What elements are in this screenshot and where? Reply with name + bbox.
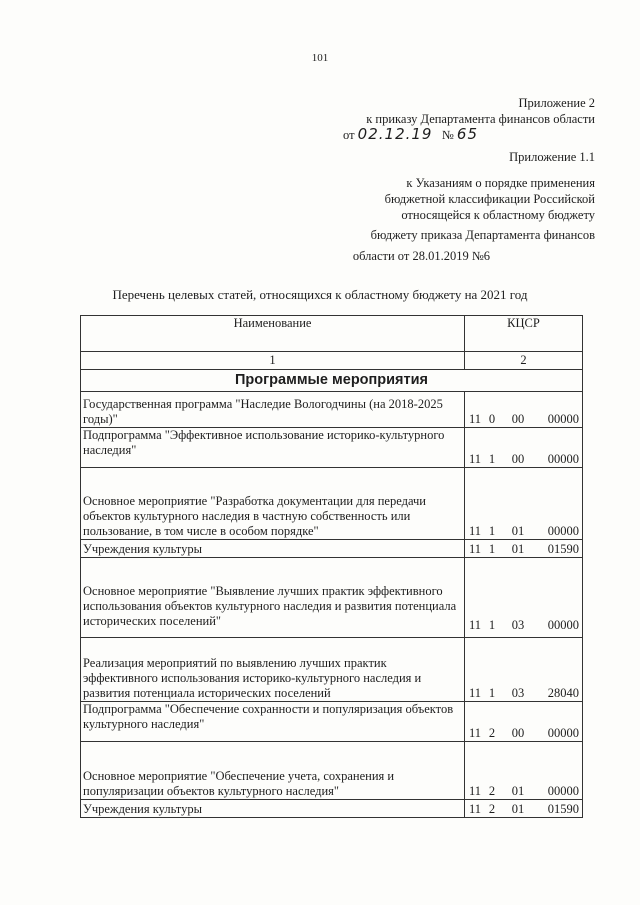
table-row: [81, 428, 583, 468]
table-row: [81, 742, 583, 800]
reference-line: области от 28.01.2019 №6: [352, 249, 490, 263]
row-name: Государственная программа "Наследие Вологодчины (на 2018-2025 годы)": [81, 392, 465, 428]
reference-line: бюджету приказа Департамента финансов: [370, 228, 595, 242]
row-code: [465, 558, 583, 638]
code-part: 00: [511, 412, 525, 426]
number-prefix: №: [441, 128, 454, 142]
appendix-1-1-label: Приложение 1.1: [509, 150, 595, 164]
row-name: Учреждения культуры: [81, 540, 465, 558]
row-name: Основное мероприятие "Разработка документации для передачи объектов культурного наследия в частную собственность или пользование, в том числе в особом порядке": [81, 468, 465, 540]
code-part: 1: [488, 542, 496, 556]
row-name: Подпрограмма "Обеспечение сохранности и популяризация объектов культурного наследия": [81, 702, 465, 742]
code-part: 11: [468, 686, 481, 700]
reference-line: относящейся к областному бюджету: [401, 208, 595, 222]
row-code: [465, 428, 583, 468]
page-number: 101: [311, 52, 329, 64]
code-part: 00000: [547, 524, 579, 538]
date-prefix: от: [342, 128, 355, 142]
code-part: 11: [468, 784, 481, 798]
section-title: Программые мероприятия: [81, 370, 583, 392]
code-part: 1: [488, 524, 496, 538]
code-part: 01: [511, 802, 525, 816]
code-part: 01590: [547, 542, 579, 556]
code-part: 03: [511, 618, 525, 632]
row-code: [465, 742, 583, 800]
document-title: Перечень целевых статей, относящихся к областному бюджету на 2021 год: [112, 287, 528, 302]
column-number-1: 1: [81, 352, 465, 370]
code-part: 28040: [547, 686, 579, 700]
header-code: КЦСР: [465, 316, 583, 352]
handwritten-number: 65: [456, 125, 478, 143]
code-part: 0: [488, 412, 496, 426]
column-number-row: [81, 352, 583, 370]
section-row: [81, 370, 583, 392]
row-name: Подпрограмма "Эффективное использование историко-культурного наследия": [81, 428, 465, 468]
row-name: Основное мероприятие "Обеспечение учета, сохранения и популяризации объектов культурного наследия": [81, 742, 465, 800]
code-part: 03: [511, 686, 525, 700]
row-name: Реализация мероприятий по выявлению лучших практик эффективного использования историко-культурного наследия и развития потенциала исторических поселений: [81, 638, 465, 702]
code-part: 2: [488, 784, 496, 798]
code-part: 01: [511, 542, 525, 556]
order-date-line: [343, 127, 478, 143]
code-part: 1: [488, 452, 496, 466]
code-part: 00: [511, 452, 525, 466]
code-part: 01590: [547, 802, 579, 816]
code-part: 2: [488, 726, 496, 740]
order-line: к приказу Департамента финансов области: [366, 112, 595, 126]
code-part: 11: [468, 726, 481, 740]
row-code: [465, 800, 583, 818]
handwritten-date: 02.12.19: [357, 125, 433, 143]
table-row: [81, 540, 583, 558]
code-part: 1: [488, 686, 496, 700]
code-part: 00000: [547, 452, 579, 466]
row-code: [465, 702, 583, 742]
code-part: 11: [468, 802, 481, 816]
code-part: 00000: [547, 618, 579, 632]
table-row: [81, 392, 583, 428]
code-part: 2: [488, 802, 496, 816]
row-code: [465, 392, 583, 428]
code-part: 11: [468, 452, 481, 466]
row-name: Учреждения культуры: [81, 800, 465, 818]
table-row: [81, 800, 583, 818]
row-name: Основное мероприятие "Выявление лучших практик эффективного использования объектов культурного наследия и развития потенциала исторических поселений": [81, 558, 465, 638]
code-part: 01: [511, 784, 525, 798]
table-header-row: [81, 316, 583, 352]
header-name: Наименование: [81, 316, 465, 352]
reference-line: к Указаниям о порядке применения: [406, 176, 595, 190]
code-part: 11: [468, 618, 481, 632]
targets-table: [80, 315, 583, 818]
code-part: 00000: [547, 412, 579, 426]
table-row: [81, 638, 583, 702]
code-part: 1: [488, 618, 496, 632]
code-part: 01: [511, 524, 525, 538]
table-row: [81, 558, 583, 638]
row-code: [465, 468, 583, 540]
table-row: [81, 468, 583, 540]
code-part: 11: [468, 524, 481, 538]
table-row: [81, 702, 583, 742]
code-part: 11: [468, 542, 481, 556]
code-part: 00000: [547, 726, 579, 740]
reference-line: бюджетной классификации Российской: [384, 192, 595, 206]
code-part: 00: [511, 726, 525, 740]
code-part: 11: [468, 412, 481, 426]
column-number-2: 2: [465, 352, 583, 370]
row-code: [465, 540, 583, 558]
code-part: 00000: [547, 784, 579, 798]
row-code: [465, 638, 583, 702]
appendix-2-label: Приложение 2: [518, 96, 595, 110]
